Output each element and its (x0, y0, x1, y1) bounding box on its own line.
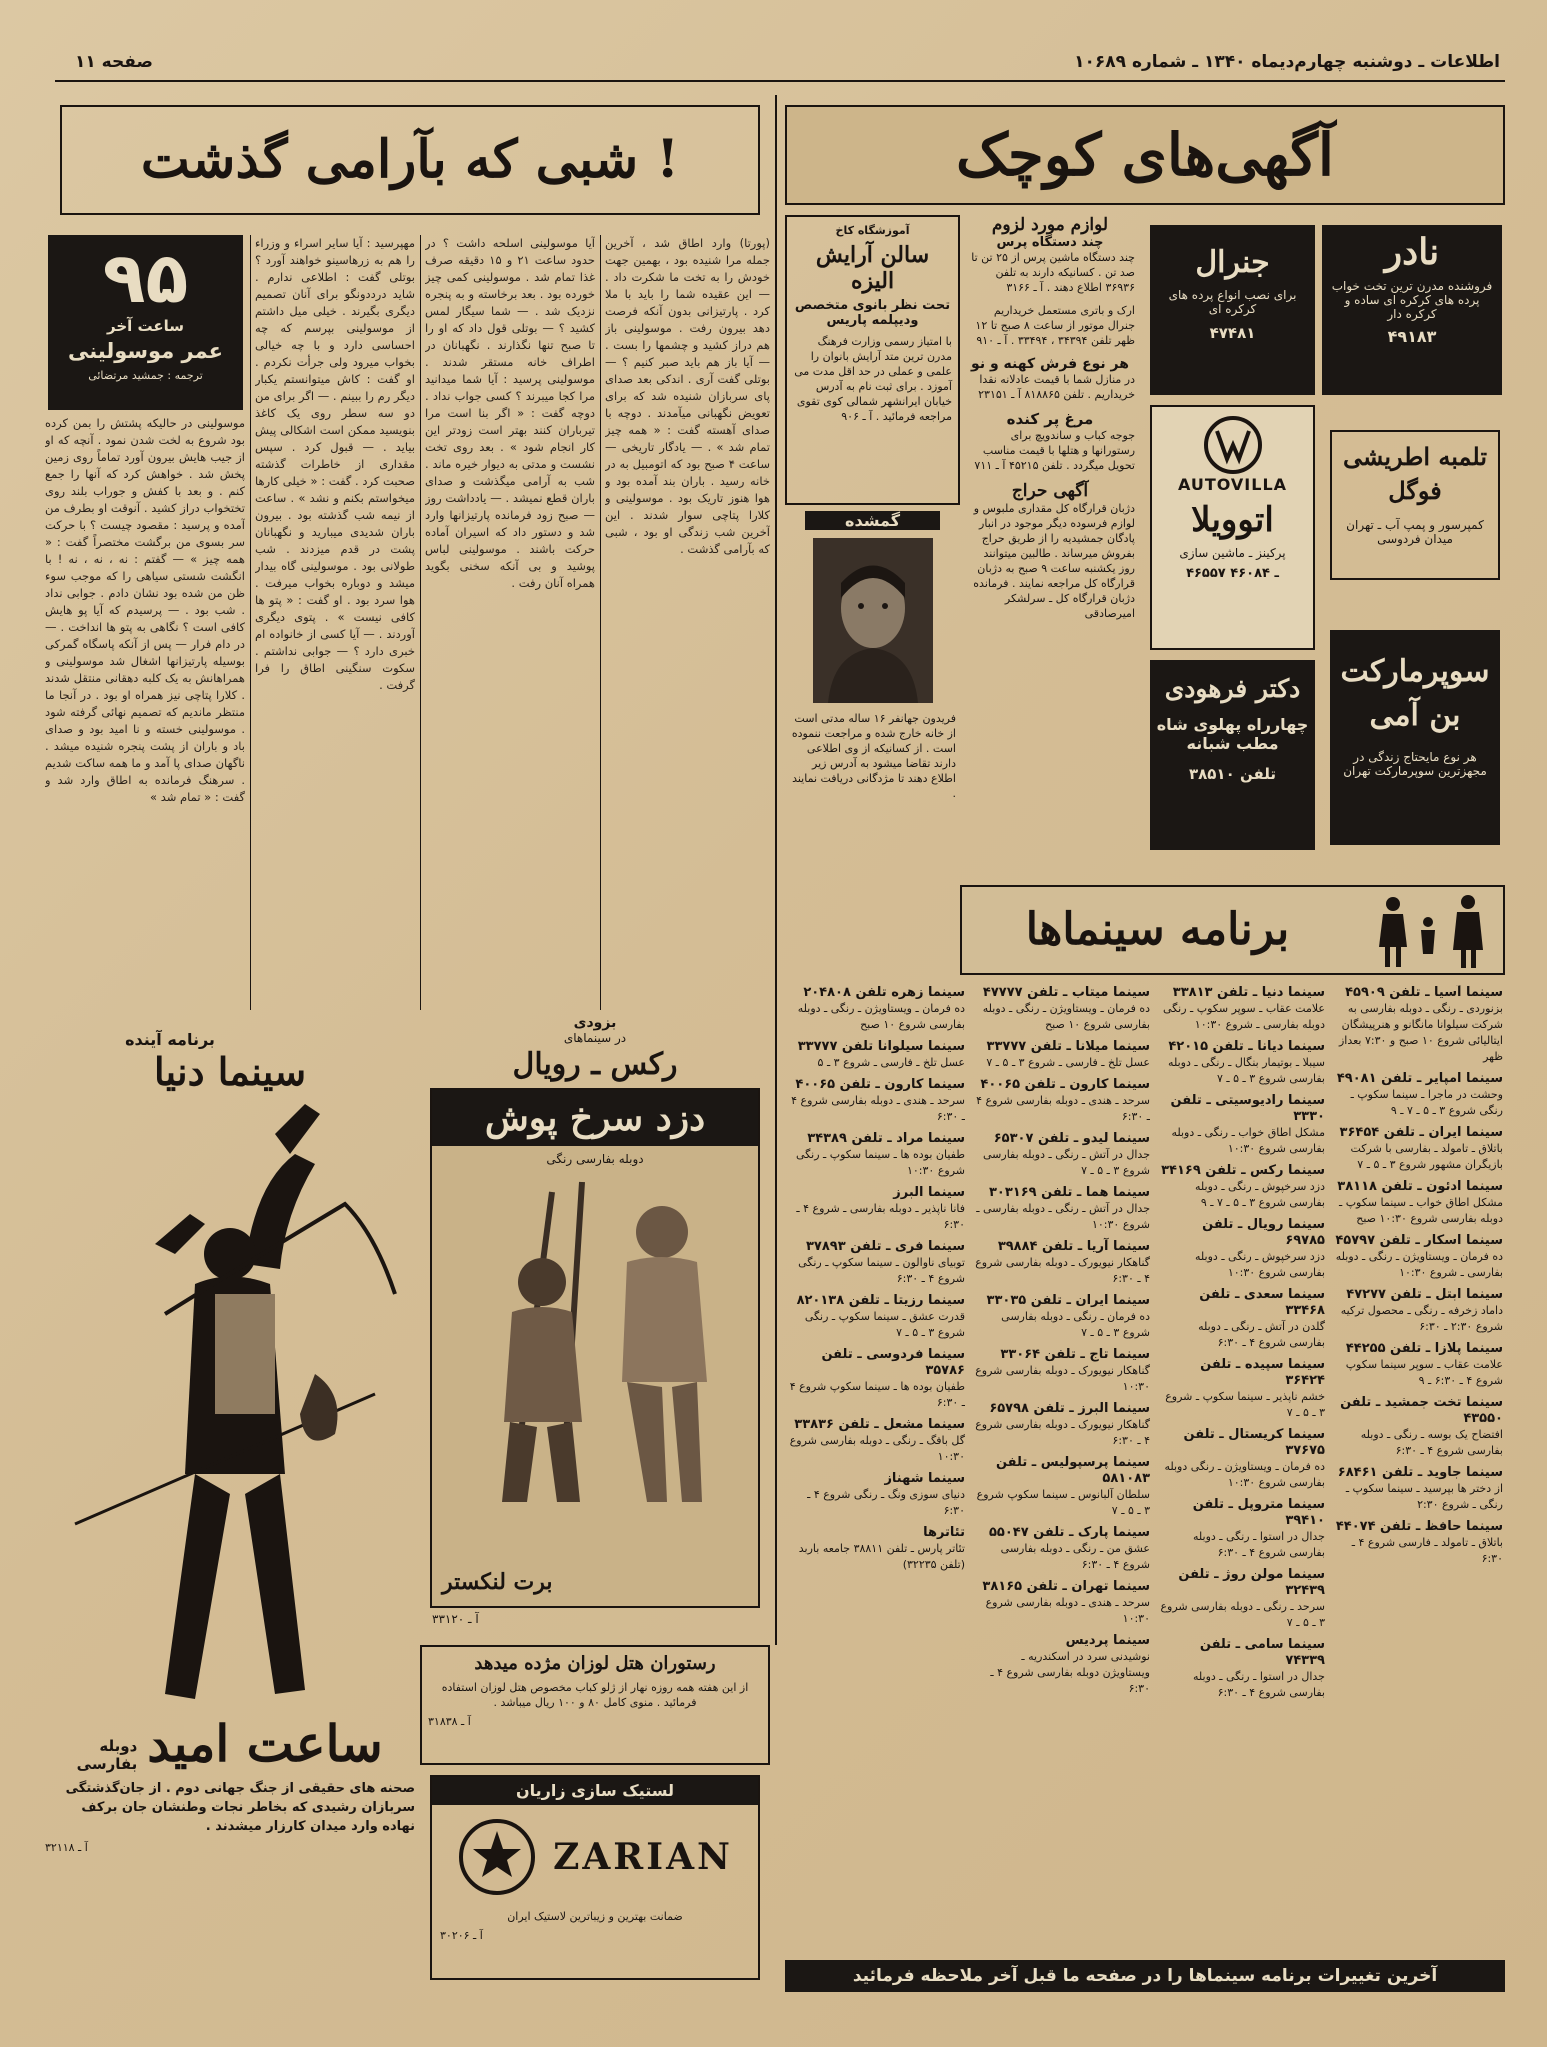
cinema-banner-title: برنامه سینماها (1025, 904, 1290, 955)
cinema-listing (1335, 1519, 1503, 1567)
cinema-listing (975, 1347, 1150, 1395)
cinema-listing-text: تئاتر پارس ـ تلفن ۳۸۸۱۱ جامعه باربد (تلفن ۳۲۲۳۵) (798, 1542, 965, 1571)
cinema-listing-text: وحشت در ماجرا ـ سینما سکوپ ـ رنگی شروع ۳ ـ ۵ ـ ۷ ـ ۹ (1350, 1088, 1503, 1117)
cinema-listing (1160, 1039, 1325, 1087)
cinema-listing-name: سینما لیدو ـ تلفن ۶۵۳۰۷ (993, 1131, 1150, 1146)
ad-auction-text: دژبان قرارگاه کل مقداری ملبوس و لوازم فرسوده دیگر موجود در انبار پادگان جمشیدیه را از طریق حراج بفروش میرساند . طالبین میتوانند روز یکشنبه ساعت ۹ صبح به دژبان قرارگاه کل مراجعه نمایند . فرمانده دژبان قرارگاه کل ـ سرلشکر امیرصادقی (973, 502, 1135, 620)
cinema-listing (1160, 985, 1325, 1033)
cinema-footer: آخرین تغییرات برنامه سینماها را در صفحه ما قبل آخر ملاحظه فرمائید (785, 1960, 1505, 1992)
rex-star: برت لنکستر (442, 1569, 553, 1595)
missing-text: فریدون جهانفر ۱۶ ساله مدتی است از خانه خارج شده و مراجعت ننموده است . از کسانیکه از وی اطلاعی دارند تقاضا میشود به آدرس زیر اطلاع دهند تا مژدگانی دریافت نمایند . (791, 712, 956, 800)
cinema-listing-text: دزد سرخپوش ـ رنگی ـ دوبله بفارسی شروع ۱۰:۳۰ (1195, 1250, 1325, 1279)
zarian-top: لستیک سازی زاریان (432, 1777, 758, 1805)
ad-general (1150, 225, 1315, 395)
donya-title: ساعت امید (147, 1714, 383, 1773)
cinema-listing (785, 1417, 965, 1465)
story-column-2: مهپرسید : آیا سایر اسراء و وزراء را هم به زرهاسینو خواهند آورد ؟ بوتلی گفت : اطلاعی ندارم . شاید درددونگو برای آنان تصمیم دیگری بگیرند . خیلی میل داشتم از موسولینی بپرسم که چه احساسی دارد و با چه خیالی بخواب میرود ولی جرأت نکردم . او گفت : کاش میتوانستم یکبار دیگر رم را ببینم . — اگر برای من دو سه سطر روی یک کاغذ بنویسید ممکن است اشکالی پیش بیاید . — قبول کرد . سپس مقداری از خاطرات گذشته صحبت کرد . گفت : « خیلی کارها میخواستم بکنم و نشد » . ساعت از نیمه شب گذشته بود . بیرون باران شدیدی میبارید و نگهبانان پشت در قدم میزدند . شب طولانی بود . موسولینی گاه بیدار میشد و دوباره بخواب میرفت . هوا سرد بود . او گفت : « پتو ها کافی نیست » . پتوی دیگری آوردند . — آیا کسی از خانواده ام خبری دارد ؟ — جوابی نداشتم . سکوت سنگینی اطاق را فرا گرفت . (255, 236, 415, 692)
family-icon (1373, 892, 1493, 970)
cinema-listing-name: سینما ایران ـ تلفن ۳۳۰۳۵ (986, 1293, 1150, 1308)
cinema-listing-text: گناهکار نیویورک ـ دوبله بفارسی شروع ۴ ـ ۶:۳۰ (975, 1418, 1150, 1447)
cinema-listing-text: سرحد ـ رنگی ـ دوبله بفارسی شروع ۳ ـ ۵ ـ ۷ (1160, 1600, 1325, 1629)
cinema-listing-text: علامت عقاب ـ سوپر سکوپ ـ رنگی دوبله بفارسی ـ شروع ۱۰:۳۰ (1162, 1002, 1325, 1031)
cinema-listing-name: تئاترها (923, 1525, 965, 1540)
story-title: شبی که بآرامی گذشت ! (60, 105, 760, 215)
rex-coming-sub: در سینماهای (563, 1031, 627, 1045)
section-divider (775, 95, 777, 1645)
cinema-listing-text: سیبلا ـ بوتیمار بنگال ـ رنگی ـ دوبله بفارسی شروع ۳ ـ ۵ ـ ۷ (1168, 1056, 1325, 1085)
cinema-banner (960, 885, 1505, 975)
cinema-listing-text: طفیان بوده ها ـ سینما سکوپ شروع ۴ ـ ۶:۳۰ (789, 1380, 965, 1409)
cinema-column-2 (1160, 985, 1325, 1950)
cinema-listing-text: مشکل اطاق خواب ـ رنگی ـ دوبله بفارسی شروع ۱۰:۳۰ (1171, 1126, 1325, 1155)
ad-missing-person (785, 505, 960, 925)
cinema-listing (1160, 1093, 1325, 1157)
cinema-listing (975, 1525, 1150, 1573)
cinema-listing-text: توبیای ناوالون ـ سینما سکوپ ـ رنگی شروع ۴ ـ ۶:۳۰ (798, 1256, 965, 1285)
ad-carpet-title: هر نوع فرش کهنه و نو (971, 356, 1129, 372)
cinema-listing-name: سینما کارون ـ تلفن ۴۰۰۶۵ (795, 1077, 965, 1092)
cinema-listing-name: سینما ابتل ـ تلفن ۴۷۲۷۷ (1346, 1287, 1503, 1302)
rex-code: آ ـ ۳۳۱۲۰ (432, 1612, 479, 1626)
rex-film-title: دزد سرخ پوش (432, 1090, 758, 1146)
cinema-listing-text: ده فرمان ـ ویستاویژن ـ رنگی دوبله بفارسی شروع ۱۰:۳۰ (1164, 1460, 1325, 1489)
cinema-listing (975, 1401, 1150, 1449)
column-divider (250, 235, 251, 1010)
cinema-listing-name: سینما متروپل ـ تلفن ۳۹۴۱۰ (1192, 1497, 1325, 1528)
cinema-listing (785, 985, 965, 1033)
ad-eize-body: با امتیاز رسمی وزارت فرهنگ مدرن ترین متد آرایش بانوان را علمی و عملی در حد اقل مدت می آموزد . برای ثبت نام به آدرس خیابان ایرانشهر شمالی کوی تقوی مراجعه فرمائید . آ ـ ۹۰۶ (794, 335, 952, 423)
column-divider (420, 235, 421, 1010)
cinema-listing-text: سلطان آلبانوس ـ سینما سکوپ شروع ۳ ـ ۵ ـ ۷ (976, 1488, 1150, 1517)
cinema-listing-text: نوشیدنی سرد در اسکندریه ـ ویستاویژن دوبله بفارسی شروع ۴ ـ ۶:۳۰ (990, 1650, 1150, 1695)
donya-poster-image (45, 1094, 415, 1714)
cinema-listing-name: سینما رزیتا ـ تلفن ۸۲۰۱۳۸ (796, 1293, 965, 1308)
general-phone: ۴۷۴۸۱ (1209, 324, 1256, 342)
cinema-listing-name: سینما پردیس (1065, 1633, 1150, 1648)
cinema-listing (1335, 985, 1503, 1065)
rex-tag: دوبله بفارسی رنگی (546, 1152, 644, 1166)
cinema-listing (1160, 1497, 1325, 1561)
cinema-listing-name: سینما مشعل ـ تلفن ۳۳۸۳۶ (794, 1417, 965, 1432)
cinema-listing-name: سینما پلازا ـ تلفن ۴۴۲۵۵ (1345, 1341, 1503, 1356)
ad-need-sub: چند دستگاه پرس (996, 235, 1104, 250)
cinema-listing (975, 1185, 1150, 1233)
cinema-listing-text: عسل تلخ ـ فارسی ـ شروع ۳ ـ ۵ (817, 1056, 965, 1069)
ad-zarian (430, 1775, 760, 1980)
cinema-listing-text: خشم ناپذیر ـ سینما سکوپ ـ شروع ۳ ـ ۵ ـ ۷ (1165, 1390, 1325, 1419)
sidebox-line3: ترجمه : جمشید مرتضائی (88, 369, 203, 382)
general-text: برای نصب انواع پرده های کرکره ای (1168, 288, 1297, 316)
cinema-listing-name: سینما امپایر ـ تلفن ۴۹۰۸۱ (1336, 1071, 1503, 1086)
cinema-listing (975, 1579, 1150, 1627)
cinema-listing (1160, 1357, 1325, 1421)
cinema-listing (1335, 1179, 1503, 1227)
cinema-listing-text: باتلاق ـ تامولد ـ فارسی شروع ۴ ـ ۶:۳۰ (1351, 1536, 1503, 1565)
cinema-column-1 (1335, 985, 1503, 1950)
zarian-code: آ ـ ۳۰۲۰۶ (440, 1929, 483, 1942)
cinema-listing-text: ده فرمان ـ ویستاویژن ـ رنگی ـ دوبله بفارسی شروع ۱۰ صبح (797, 1002, 965, 1031)
cinema-listing-text: افتضاح یک بوسه ـ رنگی ـ دوبله بفارسی شروع ۴ ـ ۶:۳۰ (1360, 1428, 1503, 1457)
vogel-text: کمپرسور و پمپ آب ـ تهران میدان فردوسی (1346, 518, 1484, 546)
cinema-listing-name: سینما ادئون ـ تلفن ۳۸۱۱۸ (1337, 1179, 1503, 1194)
ad-eize-text: تحت نظر بانوی متخصص ودیپلمه پاریس (794, 298, 951, 328)
lozan-title: رستوران هتل لوزان مژده میدهد (474, 1653, 716, 1674)
cinema-listing-name: سینما پرسپولیس ـ تلفن ۵۸۱۰۸۳ (995, 1455, 1150, 1486)
cinema-listing-text: دزد سرخپوش ـ رنگی ـ دوبله بفارسی شروع ۳ ـ ۵ ـ ۷ ـ ۹ (1195, 1180, 1325, 1209)
doctor-text: چهارراه پهلوی شاه مطب شبانه (1156, 715, 1309, 753)
cinema-listing (785, 1347, 965, 1411)
cinema-listing-text: علامت عقاب ـ سوپر سینما سکوپ شروع ۴ ـ ۶:۳۰ ـ ۹ (1345, 1358, 1503, 1387)
cinema-listing-name: سینما کارون ـ تلفن ۴۰۰۶۵ (980, 1077, 1150, 1092)
cinema-listing (975, 1077, 1150, 1125)
cinema-listing-name: سینما زهره تلفن ۲۰۴۸۰۸ (803, 985, 965, 1000)
rex-poster (430, 1088, 760, 1608)
cinema-listing-text: جدال در آتش ـ رنگی ـ دوبله بفارسی شروع ۳ ـ ۵ ـ ۷ (983, 1148, 1150, 1177)
cinema-listing (785, 1293, 965, 1341)
story-column-3: آیا موسولینی اسلحه داشت ؟ در حدود ساعت ۲۱ و ۱۵ دقیقه صرف غذا تمام شد . موسولینی کمی چیز خورده بود . بعد برخاسته و به پنجره نزدیک شد . — شما سیگار لمس کشید ؟ — بوتلی قول داد که او را تا صبح تنها نگذارند . نگهبانان در اطراف خانه مستقر شدند . موسولینی پرسید : آیا شما میدانید مرا کجا میبرند ؟ کسی جواب نداد . دوچه گفت : « اگر بنا است مرا تیرباران کنند بهتر است زودتر این کار انجام شود » . بعد روی تخت نشست و مدتی به دیوار خیره ماند . شب به آرامی میگذشت و صدای باران قطع نمیشد . — یادداشت روز — صبح زود فرمانده پارتیزانها وارد شد و دستور داد که اسیران آماده حرکت باشند . موسولینی لباس پوشید و بی آنکه سخنی بگوید همراه آنان رفت . (425, 236, 595, 590)
cinema-listing (1335, 1465, 1503, 1513)
cinema-listing (975, 985, 1150, 1033)
cinema-listing (975, 1633, 1150, 1697)
cinema-listing-text: فانا ناپذیر ـ دوبله بفارسی ـ شروع ۴ ـ ۶:۳۰ (796, 1202, 965, 1231)
cinema-listing-text: گلدن در آتش ـ رنگی ـ دوبله بفارسی شروع ۴ ـ ۶:۳۰ (1198, 1320, 1325, 1349)
cinema-listing-text: بزنوردی ـ رنگی ـ دوبله بفارسی به شرکت سیلوانا مانگانو و هنرپیشگان ایتالیائی شروع ۱۰ صبح و ۷:۳۰ بعداز ظهر (1338, 1002, 1503, 1063)
cinema-listing (1335, 1395, 1503, 1459)
cinema-listing-name: سینما شهناز (884, 1471, 965, 1486)
cinema-listing-text: دنیای سوزی ونگ ـ رنگی شروع ۴ ـ ۶:۳۰ (807, 1488, 965, 1517)
ads-column-text (965, 215, 1135, 875)
cinema-listing (785, 1185, 965, 1233)
sidebox-line1: ساعت آخر (106, 317, 184, 335)
cinema-listing-text: ده فرمان ـ ویستاویژن ـ رنگی ـ دوبله بفارسی ـ شروع ۱۰:۳۰ (1335, 1250, 1503, 1279)
cinema-listing-name: سینما سیلوانا تلفن ۳۳۷۷۷ (797, 1039, 965, 1054)
rex-coming: بزودی (573, 1015, 617, 1031)
cinema-listing-text: عسل تلخ ـ فارسی ـ شروع ۳ ـ ۵ ـ ۷ (986, 1056, 1150, 1069)
cinema-listing (785, 1131, 965, 1179)
cinema-listing-text: گل بافگ ـ رنگی ـ دوبله بفارسی شروع ۱۰:۳۰ (789, 1434, 965, 1463)
donya-dub: دوبله بفارسی (76, 1737, 138, 1773)
cinema-listing-name: سینما البرز (893, 1185, 965, 1200)
ad-chicken-title: مرغ پر کنده (1006, 410, 1094, 428)
cinema-listing (1160, 1163, 1325, 1211)
cinema-listing-name: سینما مولن روژ ـ تلفن ۳۲۴۳۹ (1178, 1567, 1325, 1598)
story-sidebox (48, 235, 243, 410)
ad-carpet-text: در منازل شما با قیمت عادلانه نقدا خریداریم . تلفن ۸۱۸۸۶۵ آ ـ ۲۳۱۵۱ (978, 373, 1135, 401)
lozan-code: آ ـ ۳۱۸۳۸ (428, 1715, 471, 1728)
sidebox-line2: عمر موسولینی (67, 339, 224, 363)
supermarket-text: هر نوع مایحتاج زندگی در مجهزترین سوپرمارکت تهران (1343, 750, 1487, 778)
autovilla-phone: ۴۶۵۵۷ ـ ۴۶۰۸۴ (1186, 566, 1279, 581)
ad-lozan-hotel (420, 1645, 770, 1765)
cinema-listing-text: قدرت عشق ـ سینما سکوپ ـ رنگی شروع ۳ ـ ۵ ـ ۷ (804, 1310, 965, 1339)
cinema-listing-name: سینما مراد ـ تلفن ۳۴۳۸۹ (807, 1131, 965, 1146)
donya-cinema: سینما دنیا (153, 1049, 307, 1094)
autovilla-brand: AUTOVILLA (1177, 475, 1288, 494)
cinema-listing (975, 1039, 1150, 1071)
cinema-listing-name: سینما فری ـ تلفن ۳۷۸۹۳ (806, 1239, 965, 1254)
missing-title: گمشده (805, 511, 940, 530)
rex-title: رکس ـ رویال (512, 1047, 678, 1082)
cinema-listing-text: جدال در استوا ـ رنگی ـ دوبله بفارسی شروع ۴ ـ ۶:۳۰ (1192, 1530, 1325, 1559)
cinema-listing-text: سرحد ـ هندی ـ دوبله بفارسی شروع ۴ ـ ۶:۳۰ (976, 1094, 1150, 1123)
cinema-column-4 (785, 985, 965, 1950)
cinema-listing (1335, 1287, 1503, 1335)
cinema-listing-text: از دختر ها بپرسید ـ سینما سکوپ ـ رنگی ـ شروع ۲:۳۰ (1345, 1482, 1503, 1511)
cinema-listing-text: سرحد ـ هندی ـ دوبله بفارسی شروع ۱۰:۳۰ (985, 1596, 1150, 1625)
cinema-listing-name: سینما میتاب ـ تلفن ۴۷۷۷۷ (982, 985, 1150, 1000)
autovilla-text: پرکینز ـ ماشین سازی (1179, 546, 1286, 560)
cinema-listing-text: مشکل اطاق خواب ـ سینما سکوپ ـ دوبله بفارسی شروع ۱۰:۳۰ صبح (1338, 1196, 1503, 1225)
doctor-phone: تلفن ۳۸۵۱۰ (1188, 765, 1277, 783)
cinema-listing-name: سینما حافظ ـ تلفن ۴۴۰۷۴ (1335, 1519, 1503, 1534)
header-rule (55, 80, 1505, 82)
cinema-listing (1160, 1637, 1325, 1701)
ad-rex-royal (420, 1015, 770, 1635)
ad-autovilla (1150, 405, 1315, 650)
supermarket-title: سوپرمارکت بن آمی (1340, 654, 1490, 733)
cinema-column-3 (975, 985, 1150, 1950)
ad-vogel (1330, 430, 1500, 580)
cinema-listing (975, 1293, 1150, 1341)
ad-need-title: لوازم مورد لزوم (991, 215, 1109, 235)
cinema-listing-name: سینما تاج ـ تلفن ۳۳۰۶۴ (1000, 1347, 1150, 1362)
cinema-listing-text: ده فرمان ـ رنگی ـ دوبله بفارسی شروع ۳ ـ ۵ ـ ۷ (1001, 1310, 1150, 1339)
story-column-1: موسولینی در حالیکه پشتش را بمن کرده بود شروع به لخت شدن نمود . آنچه که او از جیب هایش بیرون آورد تماماً روی زمین پخش شد . خواهش کرد که آنها را جمع کنم . و بعد با کفش و جوراب بلند روی تختخواب دراز کشید . آنوقت او بطرف من آمده و پرسید : مقصود چیست ؟ با حرکت سر بسوی من برگشت مختصراً گفت : « همه چیز » — گفتم : نه ، نه ، نه ! با انگشت شستی سیاهی را که موجب سوء ظن من شده بود نشان دادم . جوابی نداد . شب بود . — پرسیدم که آیا پو هایش کافی است ؟ نگاهی به پتو ها انداخت . — در دام فرار — پس از آنکه پاسگاه گمرکی بوسیله پارتیزانها اشغال شد موسولینی و همراهانش به یک کلبه دهقانی منتقل شدند . کلارا پتاچی نیز همراه او بود . در آنجا ما منتظر ماندیم که تصمیم نهائی گرفته شود . موسولینی خسته و نا امید بود و صدای باد و باران از پشت پنجره شنیده میشد . ناگهان صدای پا آمد و ما همه ساکت شدیم . سرهنگ فرمانده به اطاق وارد شد و گفت : « تمام شد » (45, 416, 245, 804)
story-column-4: (پورتا) وارد اطاق شد ، آخرین جمله مرا شنیده بود ، بهمین جهت خودش را به تخت ما شکرت داد . — این عقیده شما را باید با ملا کرد . پارتیزانی بدون آنکه فرصت دهد بیرون رفت . موسولینی باز هم دراز کشید و چشمها را بست . — آیا باز هم باید صبر کنیم ؟ — بوتلی گفت آری . اندکی بعد صدای پای سربازان شنیده شد که برای تعویض نگهبانی میآمدند . دوچه با صدای آهسته گفت : « همه چیز تمام شد » . — یادگار تاریخی — ساعت ۴ صبح بود که اتومبیل به در خانه رسید . باران بند آمده بود و هوا هنوز تاریک بود . موسولینی و کلارا پتاچی سوار شدند . این آخرین شب زندگی او بود ، شبی که بآرامی گذشت . (605, 236, 770, 556)
cinema-listing-name: سینما اسکار ـ تلفن ۴۵۷۹۷ (1335, 1233, 1503, 1248)
cinema-listing-name: سینما پارک ـ تلفن ۵۵۰۴۷ (988, 1525, 1150, 1540)
ad-eize-title: سالن آرایش الیزه (815, 242, 930, 294)
zarian-brand: ZARIAN (553, 1836, 733, 1878)
nader-text: فروشنده مدرن ترین تخت خواب پرده های کرکره ای ساده و کرکره دار (1331, 279, 1493, 321)
header-date: اطلاعات ـ دوشنبه چهارم‌دیماه ۱۳۴۰ ـ شماره ۱۰۶۸۹ (1074, 52, 1500, 72)
cinema-listing-name: سینما تهران ـ تلفن ۳۸۱۶۵ (982, 1579, 1150, 1594)
cinema-listing (1160, 1217, 1325, 1281)
ad-supermarket (1330, 630, 1500, 845)
cinema-listing-text: عشق من ـ رنگی ـ دوبله بفارسی شروع ۴ ـ ۶:۳۰ (1000, 1542, 1150, 1571)
ad-eize-sub: آموزشگاه کاخ (835, 224, 910, 237)
cinema-listing-text: ده فرمان ـ ویستاویژن ـ رنگی ـ دوبله بفارسی شروع ۱۰ صبح (982, 1002, 1150, 1031)
cinema-listing (975, 1239, 1150, 1287)
ad-eize-salon (785, 215, 960, 505)
cinema-listing-name: سینما دنیا ـ تلفن ۳۳۸۱۳ (1172, 985, 1325, 1000)
rex-poster-image (432, 1172, 758, 1502)
nader-title: نادر (1384, 231, 1440, 273)
cinema-listing-name: سینما دیانا ـ تلفن ۴۲۰۱۵ (1168, 1039, 1325, 1054)
lozan-text: از این هفته همه روزه نهار از ژلو کباب مخصوص هتل لوزان استفاده فرمائید . منوی کامل ۸۰ و ۱۰۰ ریال میباشد . (441, 1681, 749, 1709)
cinema-listing (975, 1131, 1150, 1179)
cinema-listing-text: گناهکار نیویورک ـ دوبله بفارسی شروع ۱۰:۳۰ (975, 1364, 1150, 1393)
cinema-listing (1160, 1567, 1325, 1631)
ad-chicken-text: جوجه کباب و ساندویچ برای رستورانها و هتلها با قیمت مناسب تحویل میگردد . تلفن ۴۵۲۱۵ آ ـ ۷۱۱ (974, 429, 1135, 472)
vw-logo-icon (1203, 415, 1263, 475)
cinema-listing-name: سینما سپیده ـ تلفن ۳۶۴۲۴ (1200, 1357, 1325, 1388)
cinema-listing-text: طفیان بوده ها ـ سینما سکوپ ـ رنگی شروع ۱۰:۳۰ (795, 1148, 965, 1177)
cinema-listing-name: سینما جاوید ـ تلفن ۶۸۴۶۱ (1337, 1465, 1503, 1480)
ad-need-text: چند دستگاه ماشین پرس از ۲۵ تن تا صد تن . کسانیکه دارند به تلفن ۳۶۹۳۶ اطلاع دهند . آ ـ ۳۱۶۶ (971, 251, 1135, 294)
zarian-text: ضمانت بهترین و زیباترین لاستیک ایران (507, 1910, 683, 1923)
ad-doctor (1150, 660, 1315, 850)
cinema-listing (785, 1471, 965, 1519)
small-ads-banner: آگهی‌های کوچک (785, 105, 1505, 205)
cinema-listing (1335, 1071, 1503, 1119)
cinema-listing (785, 1525, 965, 1573)
cinema-listing (1160, 1427, 1325, 1491)
sidebox-number: ۹۵ (102, 237, 189, 319)
ad-donya-cinema (45, 1030, 415, 1990)
missing-photo (813, 538, 933, 703)
cinema-listing-name: سینما سعدی ـ تلفن ۳۳۴۶۸ (1199, 1287, 1325, 1318)
cinema-listing-text: گناهکار نیویورک ـ دوبله بفارسی شروع ۴ ـ ۶:۳۰ (975, 1256, 1150, 1285)
cinema-listing-text: جدال در آتش ـ رنگی ـ دوبله بفارسی ـ شروع ۱۰:۳۰ (976, 1202, 1150, 1231)
cinema-listing (1335, 1341, 1503, 1389)
donya-code: آ ـ ۳۲۱۱۸ (45, 1841, 88, 1854)
cinema-listing-text: داماد زخرفه ـ رنگی ـ محصول ترکیه شروع ۲:۳۰ ـ ۶:۳۰ (1340, 1304, 1503, 1333)
cinema-listing-name: سینما فردوسی ـ تلفن ۳۵۷۸۶ (821, 1347, 965, 1378)
cinema-listing (785, 1239, 965, 1287)
vogel-title: تلمبه اطریشی فوگل (1342, 442, 1488, 505)
cinema-listing (1335, 1233, 1503, 1281)
donya-text: صحنه های حقیقی از جنگ جهانی دوم . از جان‌گذشتگی سربازان رشیدی که بخاطر نجات وطنشان جان برکف نهاده وارد میدان کارزار میشدند . (65, 1781, 415, 1834)
cinema-listing (1335, 1125, 1503, 1173)
ad-nader (1322, 225, 1502, 395)
cinema-listing-name: سینما رویال ـ تلفن ۶۹۷۸۵ (1202, 1217, 1325, 1248)
cinema-listing-name: سینما رکس ـ تلفن ۳۴۱۶۹ (1161, 1163, 1325, 1178)
cinema-listing-text: باتلاق ـ تامولد ـ بفارسی با شرکت بازیگران مشهور شروع ۳ ـ ۵ ـ ۷ (1350, 1142, 1503, 1171)
general-title: جنرال (1195, 245, 1270, 280)
ad-auction-title: آگهی حراج (1011, 481, 1089, 501)
ad-rent-text: ارک و باتری مستعمل خریداریم جنرال موتور از ساعت ۸ صبح تا ۱۲ ظهر تلفن ۳۴۳۹۴ ، ۳۳۴۹۴ . آ ـ ۹۱۰ (975, 304, 1135, 347)
cinema-listing-text: سرحد ـ هندی ـ دوبله بفارسی شروع ۴ ـ ۶:۳۰ (791, 1094, 965, 1123)
nader-phone: ۴۹۱۸۳ (1387, 327, 1437, 346)
autovilla-title: اتوویلا (1191, 500, 1274, 540)
cinema-listing-name: سینما آسیا ـ تلفن ۴۵۹۰۹ (1345, 985, 1503, 1000)
cinema-listing-name: سینما ایران ـ تلفن ۳۶۴۵۴ (1339, 1125, 1503, 1140)
cinema-listing-name: سینما تخت جمشید ـ تلفن ۴۳۵۵۰ (1340, 1395, 1503, 1426)
cinema-listing (785, 1077, 965, 1125)
page-number: صفحه ۱۱ (75, 52, 153, 72)
cinema-listing-name: سینما رادیوسیتی ـ تلفن ۳۳۳۰ (1170, 1093, 1325, 1124)
zarian-star-icon (457, 1817, 537, 1897)
cinema-listing (785, 1039, 965, 1071)
doctor-title: دکتر فرهودی (1164, 674, 1301, 703)
column-divider (600, 235, 601, 1010)
cinema-listing-name: سینما کریستال ـ تلفن ۳۷۶۷۵ (1183, 1427, 1325, 1458)
cinema-listing-text: جدال در استوا ـ رنگی ـ دوبله بفارسی شروع ۴ ـ ۶:۳۰ (1192, 1670, 1325, 1699)
cinema-listing-name: سینما آریا ـ تلفن ۳۹۸۸۴ (997, 1239, 1150, 1254)
donya-top: برنامه آینده (125, 1030, 215, 1049)
cinema-listing-name: سینما میلانا ـ تلفن ۳۳۷۷۷ (986, 1039, 1150, 1054)
cinema-listing (1160, 1287, 1325, 1351)
cinema-listing-name: سینما سامی ـ تلفن ۷۴۳۳۹ (1199, 1637, 1325, 1668)
cinema-listing-name: سینما البرز ـ تلفن ۶۵۷۹۸ (989, 1401, 1150, 1416)
cinema-listing-name: سینما هما ـ تلفن ۳۰۳۱۶۹ (988, 1185, 1150, 1200)
cinema-listing (975, 1455, 1150, 1519)
